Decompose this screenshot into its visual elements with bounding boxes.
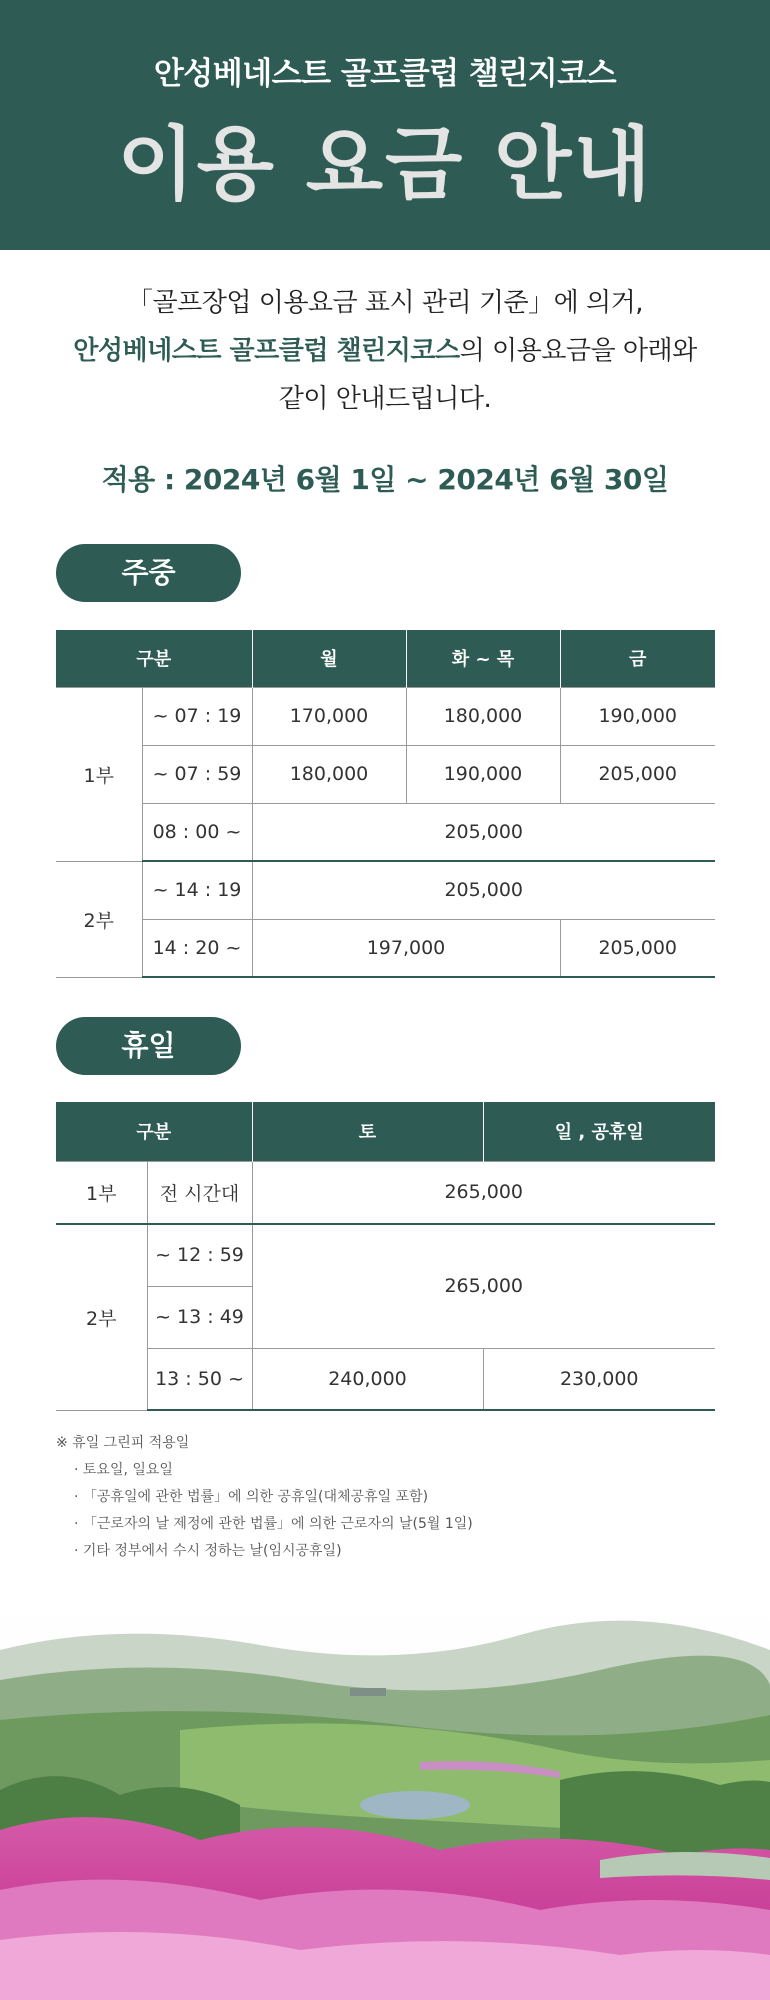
fee-cell: 265,000 — [252, 1161, 715, 1224]
fee-cell: 205,000 — [252, 803, 715, 861]
table-row — [56, 687, 715, 745]
time-slot: 14 : 20 ~ — [142, 919, 252, 977]
fee-cell: 180,000 — [406, 687, 560, 745]
time-slot: 13 : 50 ~ — [147, 1348, 252, 1410]
page-title: 이용 요금 안내 — [117, 118, 653, 211]
header-category: 구분 — [56, 1102, 252, 1161]
notes-title: ※ 휴일 그린피 적용일 — [56, 1435, 190, 1451]
part-label: 1부 — [56, 1161, 147, 1224]
table-row — [56, 1348, 715, 1410]
fee-cell: 205,000 — [560, 919, 715, 977]
header-tue-thu: 화 ~ 목 — [406, 630, 560, 687]
header-friday: 금 — [560, 630, 715, 687]
part-label: 2부 — [56, 1224, 147, 1410]
fee-cell: 197,000 — [252, 919, 560, 977]
time-slot: ~ 07 : 59 — [142, 745, 252, 803]
fee-cell: 205,000 — [252, 861, 715, 919]
fee-cell: 265,000 — [252, 1224, 715, 1348]
header-category: 구분 — [56, 630, 252, 687]
part-label: 2부 — [56, 861, 142, 977]
time-slot: ~ 12 : 59 — [147, 1224, 252, 1286]
time-slot: ~ 07 : 19 — [142, 687, 252, 745]
intro-line-2-rest: 의 이용요금을 아래와 — [459, 336, 697, 366]
part-label: 1부 — [56, 687, 142, 861]
table-row — [56, 803, 715, 861]
intro-line-2 — [0, 330, 770, 367]
table-header-row — [56, 1102, 715, 1161]
course-landscape-illustration — [0, 1610, 770, 2000]
fee-cell: 240,000 — [252, 1348, 483, 1410]
fee-cell: 190,000 — [560, 687, 715, 745]
time-slot: 전 시간대 — [147, 1161, 252, 1224]
holiday-fee-table — [56, 1102, 715, 1411]
application-period: 적용 : 2024년 6월 1일 ~ 2024년 6월 30일 — [101, 463, 669, 496]
table-row — [56, 745, 715, 803]
note-item: · 토요일, 일요일 — [74, 1462, 173, 1478]
golf-course-photo — [0, 1610, 770, 2000]
table-header-row — [56, 630, 715, 687]
fee-cell: 205,000 — [560, 745, 715, 803]
table-row — [56, 919, 715, 977]
fee-cell: 180,000 — [252, 745, 406, 803]
fee-cell: 190,000 — [406, 745, 560, 803]
time-slot: ~ 14 : 19 — [142, 861, 252, 919]
fee-cell: 170,000 — [252, 687, 406, 745]
holiday-notes — [56, 1430, 473, 1565]
header-banner — [0, 0, 770, 250]
weekday-label: 주중 — [56, 544, 241, 602]
table-row — [56, 1224, 715, 1286]
header-monday: 월 — [252, 630, 406, 687]
intro-course-name: 안성베네스트 골프클럽 챌린지코스 — [73, 336, 460, 366]
holiday-label: 휴일 — [56, 1017, 241, 1075]
note-item: · 「공휴일에 관한 법률」에 의한 공휴일(대체공휴일 포함) — [74, 1489, 429, 1505]
intro-line-1: 「골프장업 이용요금 표시 관리 기준」에 의거, — [126, 288, 644, 318]
course-name: 안성베네스트 골프클럽 챌린지코스 — [153, 56, 617, 92]
note-item: · 「근로자의 날 제정에 관한 법률」에 의한 근로자의 날(5월 1일) — [74, 1516, 473, 1532]
time-slot: 08 : 00 ~ — [142, 803, 252, 861]
table-row — [56, 861, 715, 919]
header-saturday: 토 — [252, 1102, 483, 1161]
weekday-fee-table — [56, 630, 715, 978]
time-slot: ~ 13 : 49 — [147, 1286, 252, 1348]
header-sunday-holiday: 일 , 공휴일 — [483, 1102, 715, 1161]
intro-line-3: 같이 안내드립니다. — [278, 384, 492, 414]
table-row — [56, 1161, 715, 1224]
fee-cell: 230,000 — [483, 1348, 715, 1410]
note-item: · 기타 정부에서 수시 정하는 날(임시공휴일) — [74, 1543, 342, 1559]
